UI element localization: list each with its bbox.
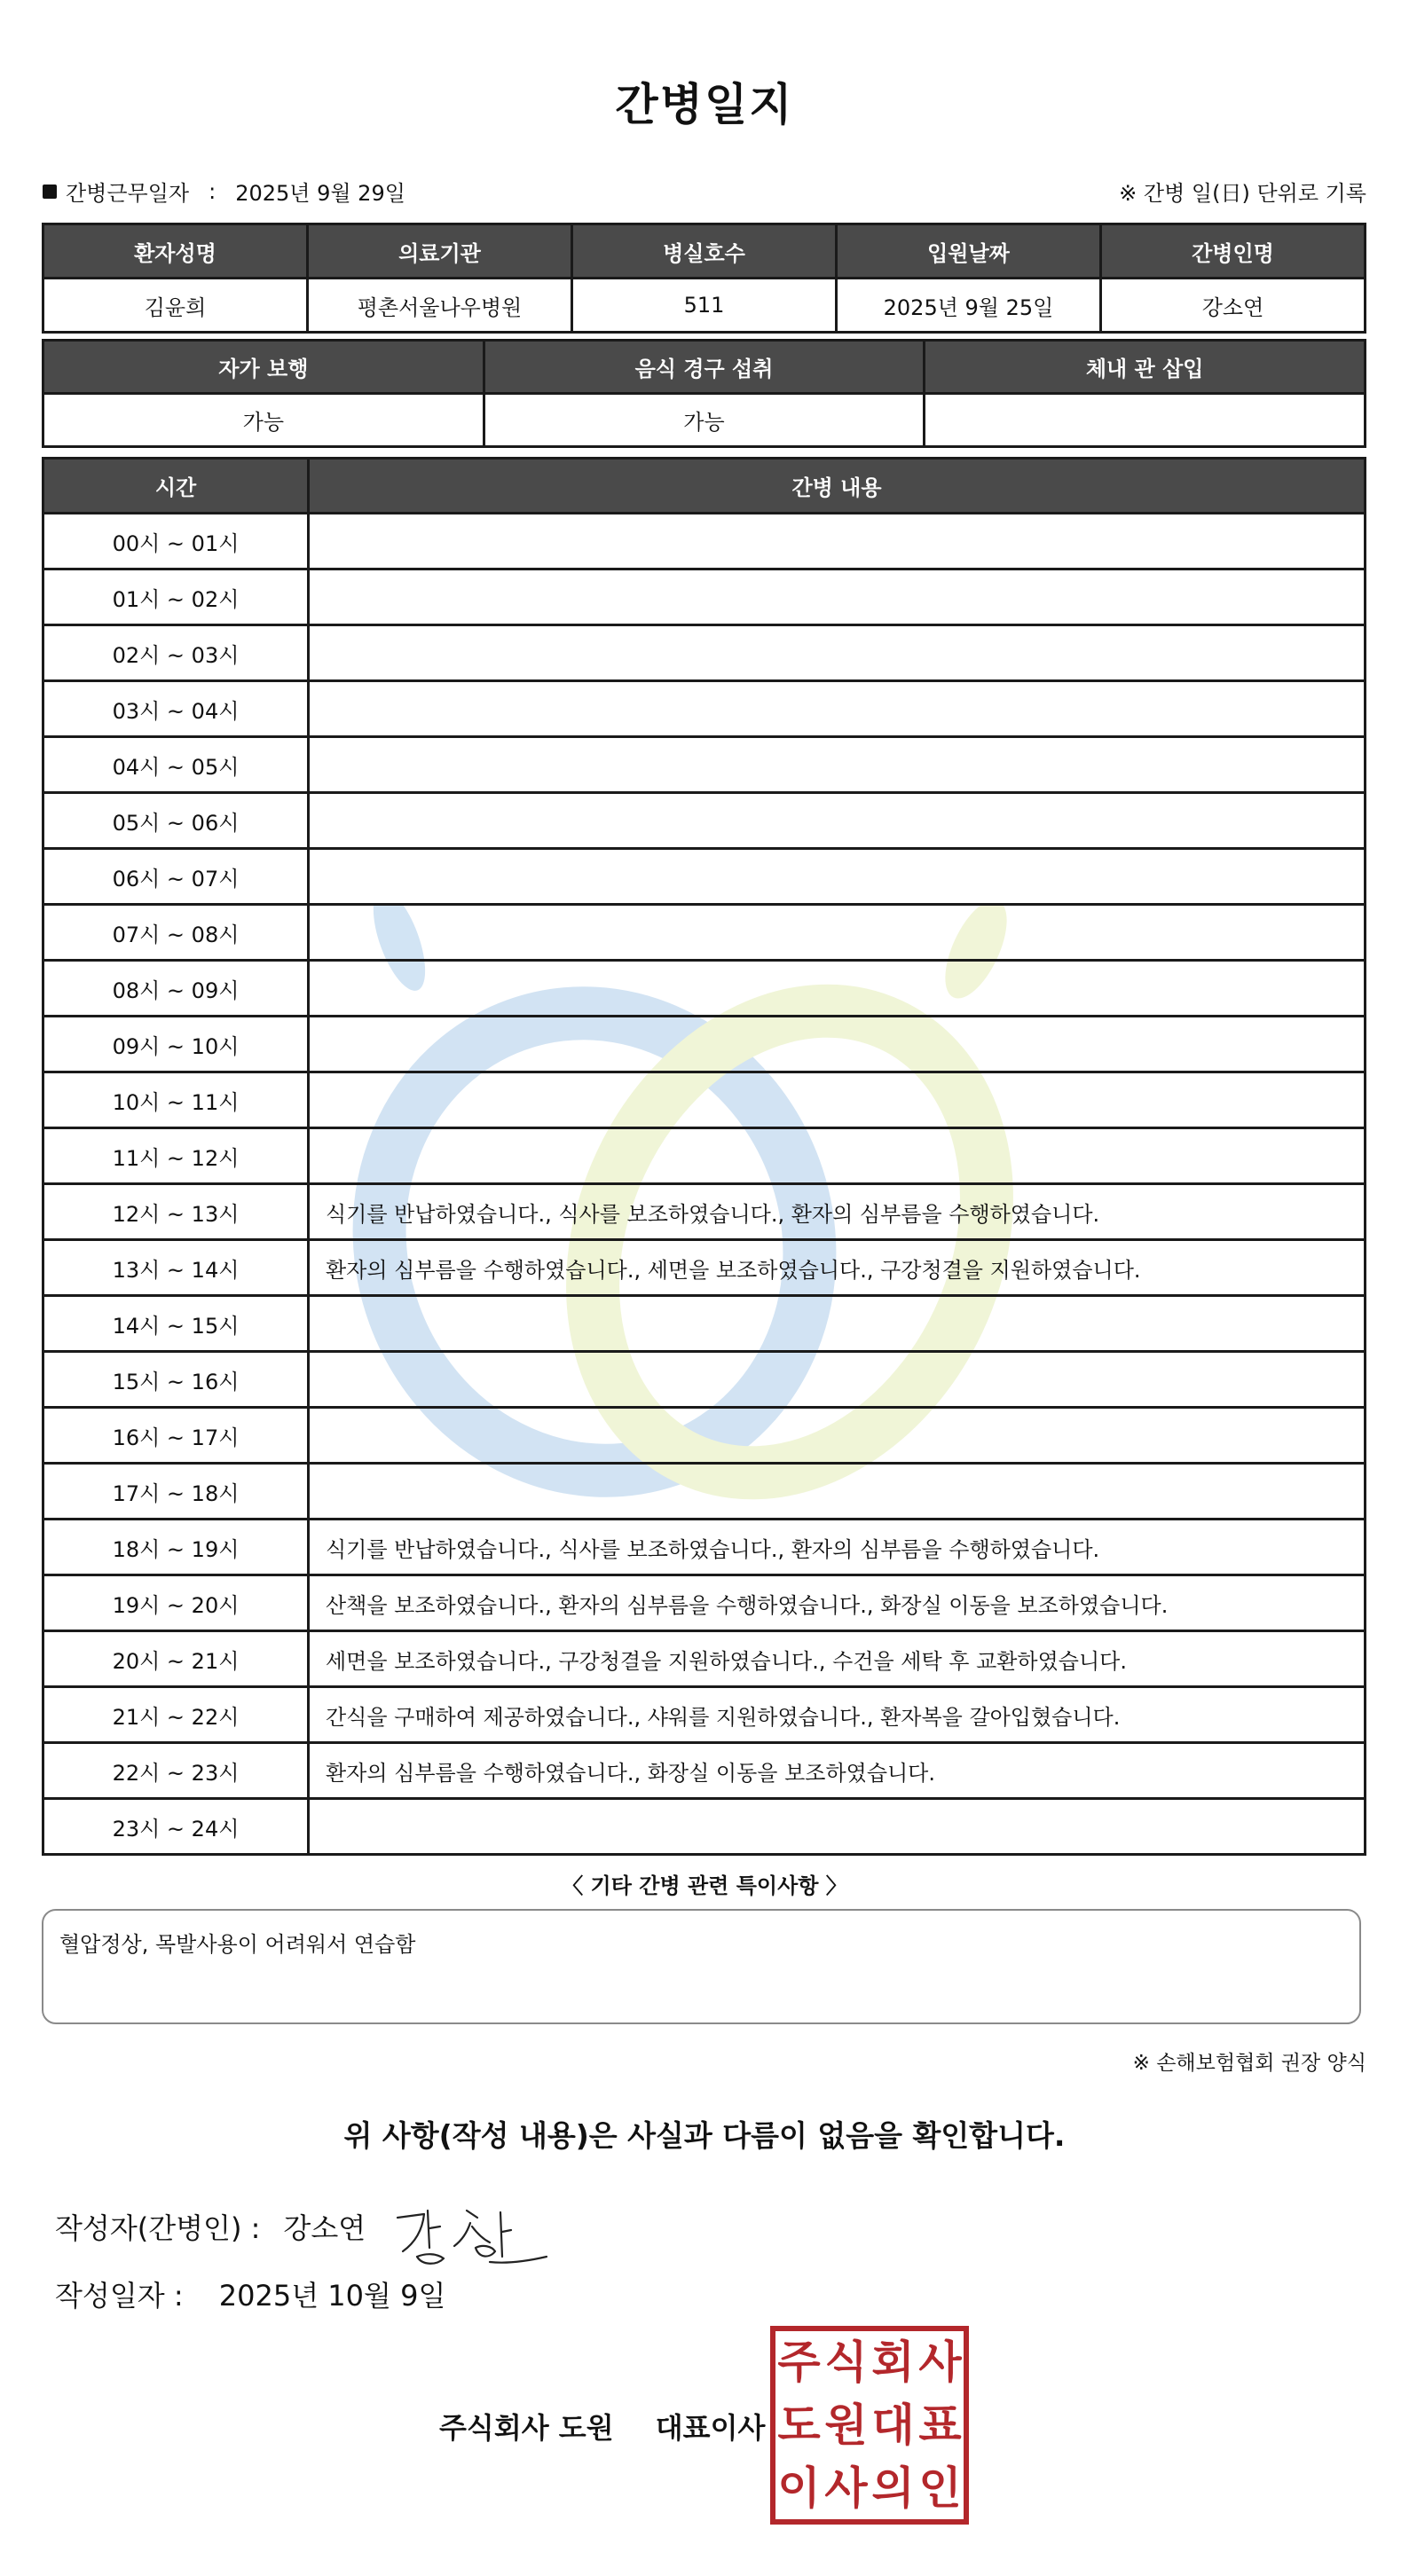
content-cell	[309, 849, 1366, 905]
self-walking-value: 가능	[43, 394, 484, 447]
table-row	[43, 1184, 1366, 1240]
header-room: 병실호수	[572, 224, 837, 279]
time-cell: 12시 ~ 13시	[43, 1184, 309, 1240]
table-row	[43, 1799, 1366, 1855]
caregiver-name: 강소연	[1101, 279, 1366, 333]
notes-box: 혈압정상, 목발사용이 어려워서 연습함	[42, 1909, 1361, 2024]
table-row	[43, 569, 1366, 625]
seal-char: 회	[871, 2336, 915, 2389]
table-row	[43, 737, 1366, 793]
time-cell: 10시 ~ 11시	[43, 1072, 309, 1128]
company-seal-stamp	[770, 2326, 969, 2525]
seal-char: 사	[918, 2336, 962, 2389]
table-row	[43, 793, 1366, 849]
table-row	[43, 905, 1366, 961]
writer-name: 강소연	[283, 2211, 366, 2245]
patient-name: 김윤희	[43, 279, 308, 333]
admission-date: 2025년 9월 25일	[837, 279, 1101, 333]
content-cell	[309, 737, 1366, 793]
content-cell	[309, 1072, 1366, 1128]
content-cell	[309, 1799, 1366, 1855]
seal-char: 표	[918, 2399, 962, 2451]
time-cell: 00시 ~ 01시	[43, 514, 309, 569]
time-cell: 15시 ~ 16시	[43, 1352, 309, 1408]
time-cell: 11시 ~ 12시	[43, 1128, 309, 1184]
written-date	[55, 2274, 445, 2314]
content-cell: 간식을 구매하여 제공하였습니다., 샤워를 지원하였습니다., 환자복을 갈아입혔습니다.	[309, 1687, 1366, 1743]
table-row	[43, 1743, 1366, 1799]
written-date-label: 작성일자 :	[55, 2279, 184, 2313]
time-cell: 23시 ~ 24시	[43, 1799, 309, 1855]
company-line	[439, 2406, 765, 2446]
time-cell: 13시 ~ 14시	[43, 1240, 309, 1296]
seal-char: 인	[918, 2462, 962, 2514]
table-row	[43, 961, 1366, 1017]
work-date-label: 간병근무일자	[66, 181, 190, 206]
work-date-value: 2025년 9월 29일	[235, 181, 405, 206]
content-cell: 식기를 반납하였습니다., 식사를 보조하였습니다., 환자의 심부름을 수행하였습니다.	[309, 1184, 1366, 1240]
care-log-table	[42, 457, 1366, 1856]
table-row	[43, 1240, 1366, 1296]
association-note: ※ 손해보험협회 권장 양식	[1132, 2052, 1366, 2075]
header-tube-insertion: 체내 관 삽입	[925, 341, 1366, 394]
content-cell	[309, 1128, 1366, 1184]
time-cell: 07시 ~ 08시	[43, 905, 309, 961]
content-cell	[309, 514, 1366, 569]
content-cell: 환자의 심부름을 수행하였습니다., 세면을 보조하였습니다., 구강청결을 지원하였습니다.	[309, 1240, 1366, 1296]
header-oral-intake: 음식 경구 섭취	[484, 341, 925, 394]
hospital-name: 평촌서울나우병원	[308, 279, 572, 333]
header-self-walking: 자가 보행	[43, 341, 484, 394]
table-row	[43, 1408, 1366, 1464]
table-row	[43, 1017, 1366, 1072]
time-cell: 17시 ~ 18시	[43, 1464, 309, 1520]
page-title: 간병일지	[615, 79, 794, 130]
table-row	[43, 1464, 1366, 1520]
content-cell: 산책을 보조하였습니다., 환자의 심부름을 수행하였습니다., 화장실 이동을 보조하였습니다.	[309, 1575, 1366, 1631]
seal-char: 대	[871, 2399, 915, 2451]
content-cell: 환자의 심부름을 수행하였습니다., 화장실 이동을 보조하였습니다.	[309, 1743, 1366, 1799]
room-number: 511	[572, 279, 837, 333]
seal-char: 도	[777, 2399, 821, 2451]
oral-intake-value: 가능	[484, 394, 925, 447]
seal-char: 원	[824, 2399, 868, 2451]
time-cell: 04시 ~ 05시	[43, 737, 309, 793]
content-cell	[309, 569, 1366, 625]
content-cell	[309, 905, 1366, 961]
header-patient-name: 환자성명	[43, 224, 308, 279]
time-cell: 05시 ~ 06시	[43, 793, 309, 849]
company-name: 주식회사 도원	[439, 2411, 614, 2445]
handwritten-signature	[390, 2191, 559, 2271]
table-row	[43, 1575, 1366, 1631]
table-row	[43, 1631, 1366, 1687]
work-date	[43, 176, 405, 207]
content-cell: 식기를 반납하였습니다., 식사를 보조하였습니다., 환자의 심부름을 수행하였습니다.	[309, 1520, 1366, 1575]
unit-note: ※ 간병 일(日) 단위로 기록	[1119, 181, 1366, 206]
content-cell	[309, 793, 1366, 849]
table-row	[43, 1296, 1366, 1352]
content-cell	[309, 961, 1366, 1017]
confirmation-statement: 위 사항(작성 내용)은 사실과 다름이 없음을 확인합니다.	[343, 2118, 1066, 2153]
time-cell: 14시 ~ 15시	[43, 1296, 309, 1352]
time-cell: 02시 ~ 03시	[43, 625, 309, 681]
work-date-separator: :	[209, 178, 216, 204]
time-cell: 08시 ~ 09시	[43, 961, 309, 1017]
header-caregiver-name: 간병인명	[1101, 224, 1366, 279]
table-row	[43, 514, 1366, 569]
table-row	[43, 625, 1366, 681]
content-cell	[309, 1464, 1366, 1520]
table-row	[43, 1352, 1366, 1408]
time-cell: 22시 ~ 23시	[43, 1743, 309, 1799]
table-row	[43, 849, 1366, 905]
seal-char: 사	[824, 2462, 868, 2514]
content-cell	[309, 1017, 1366, 1072]
writer-label: 작성자(간병인) :	[55, 2211, 261, 2245]
header-admission-date: 입원날짜	[837, 224, 1101, 279]
bullet-square-icon	[43, 185, 57, 199]
company-title: 대표이사	[655, 2411, 766, 2445]
content-cell	[309, 681, 1366, 737]
header-hospital: 의료기관	[308, 224, 572, 279]
seal-char: 주	[777, 2336, 821, 2389]
table-row	[43, 1520, 1366, 1575]
table-row	[43, 1072, 1366, 1128]
time-cell: 21시 ~ 22시	[43, 1687, 309, 1743]
tube-insertion-value	[925, 394, 1366, 447]
patient-status-table	[42, 339, 1366, 448]
header-time: 시간	[43, 459, 309, 514]
time-cell: 06시 ~ 07시	[43, 849, 309, 905]
time-cell: 18시 ~ 19시	[43, 1520, 309, 1575]
notes-title: 〈 기타 간병 관련 특이사항 〉	[562, 1873, 847, 1898]
content-cell	[309, 1408, 1366, 1464]
content-cell: 세면을 보조하였습니다., 구강청결을 지원하였습니다., 수건을 세탁 후 교환하였습니다.	[309, 1631, 1366, 1687]
header-care-content: 간병 내용	[309, 459, 1366, 514]
time-cell: 16시 ~ 17시	[43, 1408, 309, 1464]
content-cell	[309, 1352, 1366, 1408]
seal-char: 의	[871, 2462, 915, 2514]
content-cell	[309, 625, 1366, 681]
time-cell: 20시 ~ 21시	[43, 1631, 309, 1687]
writer-line	[55, 2206, 366, 2247]
written-date-value: 2025년 10월 9일	[218, 2279, 446, 2313]
table-row	[43, 1687, 1366, 1743]
content-cell	[309, 1296, 1366, 1352]
time-cell: 01시 ~ 02시	[43, 569, 309, 625]
time-cell: 19시 ~ 20시	[43, 1575, 309, 1631]
table-row	[43, 1128, 1366, 1184]
time-cell: 09시 ~ 10시	[43, 1017, 309, 1072]
seal-char: 이	[777, 2462, 821, 2514]
table-row	[43, 681, 1366, 737]
patient-info-table	[42, 223, 1366, 334]
seal-char: 식	[824, 2336, 868, 2389]
time-cell: 03시 ~ 04시	[43, 681, 309, 737]
